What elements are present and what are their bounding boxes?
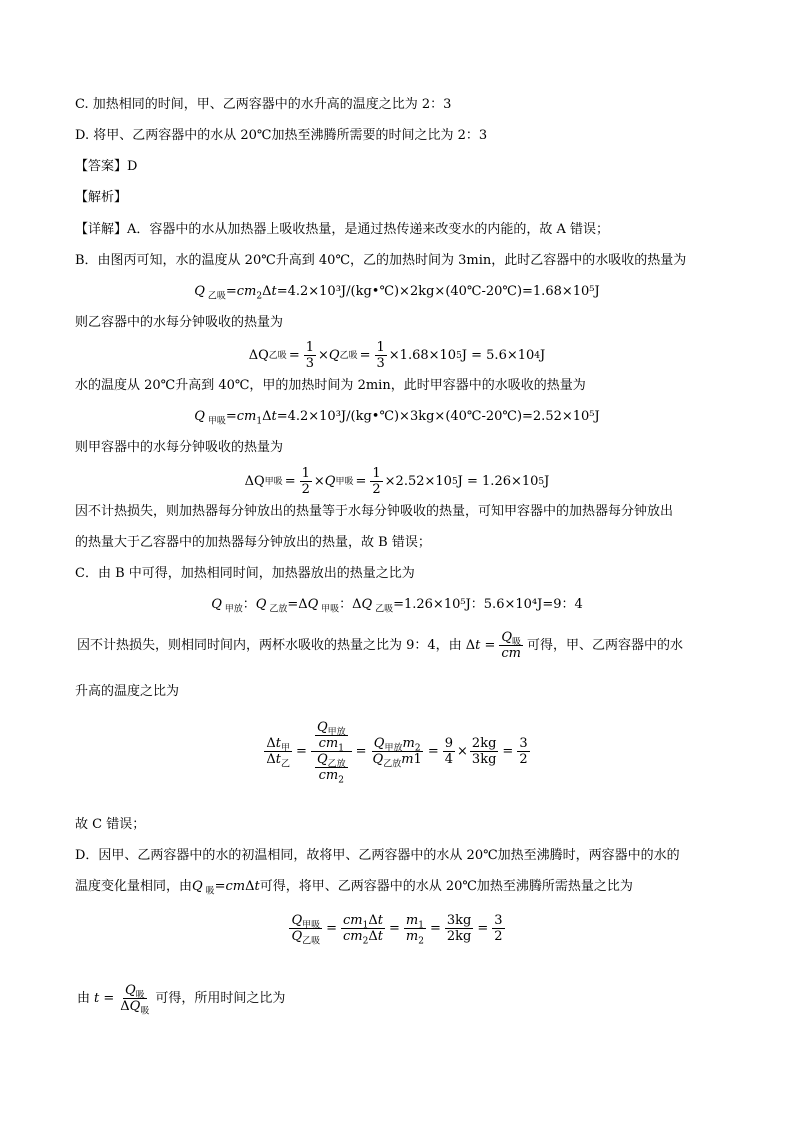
analysis-label: 【解析】	[75, 190, 128, 205]
detail-c-line-4: 故 C 错误；	[75, 817, 146, 832]
option-d: D. 将甲、乙两容器中的水从 20℃加热至沸腾所需要的时间之比为 2：3	[75, 128, 488, 143]
detail-c-line-2: 因不计热损失，则相同时间内，两杯水吸收的热量之比为 9：4，由 Δt = $Q_吸$ cm 可得，甲、乙两容器中的水	[77, 630, 684, 661]
equation-heat-needed-ratio: $Q_{甲吸}$ $Q_{乙吸}$ = $\frac{cm_1\Delta t}{cm_2\Delta t}$ = $\frac{m_1}{m_2}$ = $\frac{3kg}{2kg}$ = $\frac{3}{2}$	[291, 913, 503, 947]
equation-heat-ratio: Q $_{甲放}$：Q $_{乙放}$=ΔQ $_{甲吸}$：ΔQ $_{乙吸}$=1.26×10⁵J：5.6×10⁴J=9：4	[211, 597, 583, 615]
detail-b-line-3: 水的温度从 20℃升高到 40℃，甲的加热时间为 2min，此时甲容器中的水吸收的热量为	[75, 378, 586, 393]
detail-b-line-5: 因不计热损失，则加热器每分钟放出的热量等于水每分钟吸收的热量，可知甲容器中的加热器每分钟放出	[75, 504, 674, 519]
detail-a: 【详解】A．容器中的水从加热器上吸收热量，是通过热传递来改变水的内能的，故 A 错误；	[75, 222, 610, 237]
detail-b-line-4: 则甲容器中的水每分钟吸收的热量为	[75, 440, 284, 455]
equation-delta-q-jia: ΔQ 甲吸 = $\frac{1}{2}$ × Q 甲吸 = $\frac{1}{2}$ ×2.52×10 5 J = 1.26×10 5 J	[244, 466, 550, 497]
detail-b-line-6: 的热量大于乙容器中的加热器每分钟放出的热量，故 B 错误；	[75, 535, 431, 550]
equation-q-jia: Q $_{甲吸}=cm_1\Delta t=4.2\times 10^3J/(kg•℃)\times 3kg\times(40℃-20℃)=2.52\times 10^5J$	[194, 409, 600, 427]
equation-q-yi: Q $_{乙吸}=cm_2\Delta t=4.2\times 10^3J/(kg•℃)\times 2kg\times(40℃-20℃)=1.68\times 10^5J$	[194, 284, 600, 302]
equation-temp-ratio: $\Delta t_甲$ $\Delta t_乙$ = $Q_{甲放}$ $cm_1$ $Q_{乙放}$ $cm_2$ = $Q_{甲放}m_2$ $Q_{乙放}m1$ = $\frac{9}{4}$ × $\frac{2kg}{3kg}$ = $\frac{3}{2}$	[266, 720, 528, 786]
detail-d-line-3: 由 t = $Q_吸$ $\Delta Q_吸$ 可得，所用时间之比为	[77, 983, 286, 1017]
detail-c-line-1: C．由 B 中可得，加热相同时间，加热器放出的热量之比为	[75, 566, 415, 581]
answer-label: 【答案】D	[75, 159, 138, 174]
detail-c-line-3: 升高的温度之比为	[75, 684, 180, 699]
detail-d-line-1: D．因甲、乙两容器中的水的初温相同，故将甲、乙两容器中的水从 20℃加热至沸腾时，两容器中的水的	[75, 848, 680, 863]
detail-d-line-2: 温度变化量相同，由Q $_吸$=cmΔt可得，将甲、乙两容器中的水从 20℃加热至沸腾所需热量之比为	[75, 879, 633, 897]
detail-b-line-2: 则乙容器中的水每分钟吸收的热量为	[75, 315, 284, 330]
equation-delta-q-yi: ΔQ 乙吸 = $\frac{1}{3}$ × Q 乙吸 = $\frac{1}{3}$ ×1.68×10 5 J = 5.6×10 4 J	[248, 340, 546, 371]
detail-b-line-1: B．由图丙可知，水的温度从 20℃升高到 40℃，乙的加热时间为 3min，此时乙容器中的水吸收的热量为	[75, 253, 687, 268]
option-c: C. 加热相同的时间，甲、乙两容器中的水升高的温度之比为 2：3	[75, 97, 452, 112]
